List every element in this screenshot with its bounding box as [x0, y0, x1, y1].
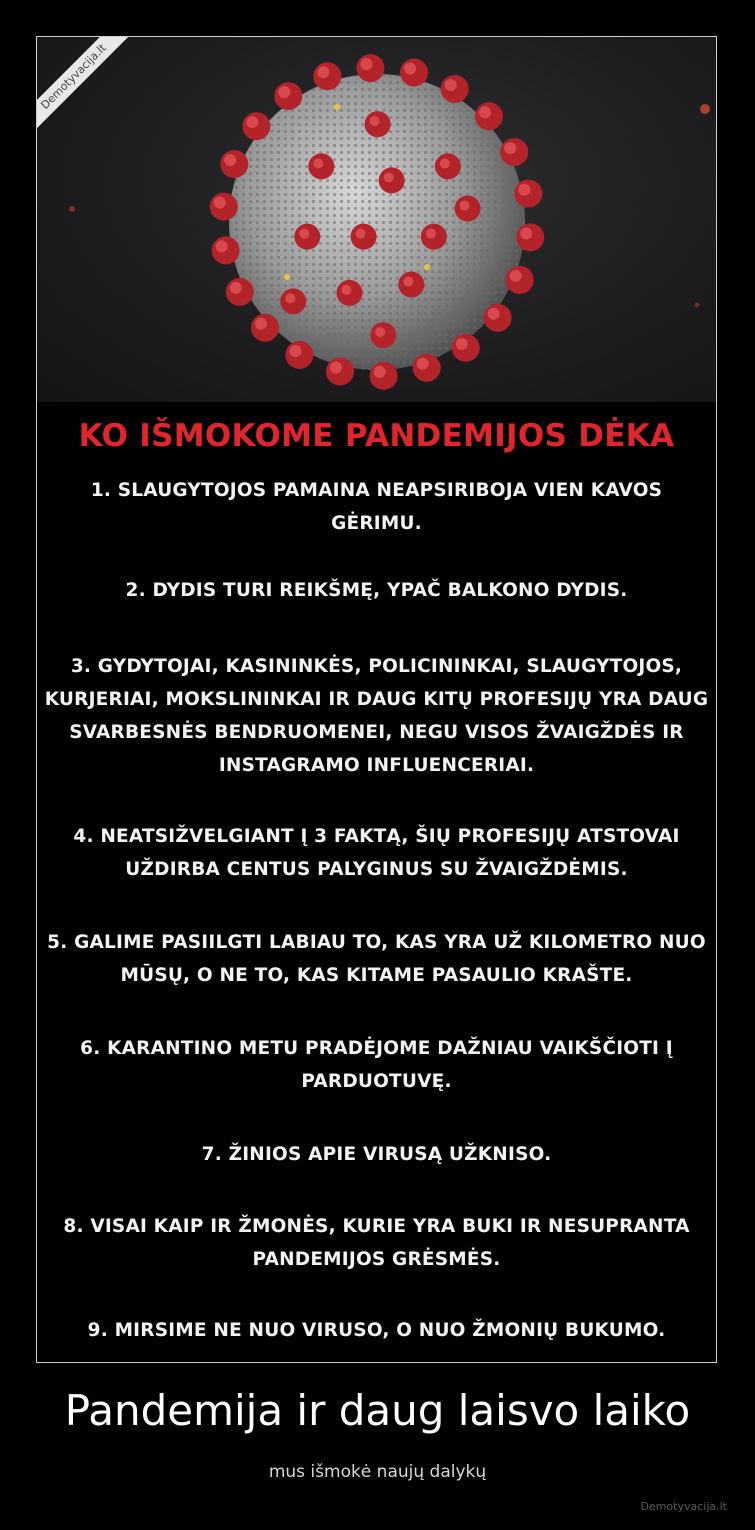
- poster-frame: [36, 36, 717, 1363]
- poster-headline: KO IŠMOKOME PANDEMIJOS DĖKA: [78, 418, 675, 454]
- fact-item-7: 7. ŽINIOS APIE VIRUSĄ UŽKNISO.: [201, 1144, 552, 1165]
- fact-item-9: 9. MIRSIME NE NUO VIRUSO, O NUO ŽMONIŲ BUKUMO.: [87, 1320, 666, 1341]
- fact-item-6: 6. KARANTINO METU PRADĖJOME DAŽNIAU VAIKŠČIOTI Į PARDUOTUVĘ.: [80, 1038, 673, 1092]
- fact-item-5: 5. GALIME PASIILGTI LABIAU TO, KAS YRA UŽ KILOMETRO NUO MŪSŲ, O NE TO, KAS KITAME PASAULIO KRAŠTE.: [47, 932, 706, 986]
- fact-item-1: 1. SLAUGYTOJOS PAMAINA NEAPSIRIBOJA VIEN KAVOS GĖRIMU.: [90, 480, 663, 534]
- footer-brand[interactable]: Demotyvacija.lt: [640, 1500, 727, 1513]
- facts-panel: [37, 402, 716, 1362]
- fact-item-2: 2. DYDIS TURI REIKŠMĘ, YPAČ BALKONO DYDIS.: [125, 580, 628, 601]
- fact-item-3: 3. GYDYTOJAI, KASININKĖS, POLICININKAI, SLAUGYTOJOS, KURJERIAI, MOKSLININKAI IR DAUG KITŲ PROFESIJŲ YRA DAUG SVARBESNĖS BENDRUOMENEI, NEGU VISOS ŽVAIGŽDĖS IR INSTAGRAMO INFLUENCERIAI.: [44, 656, 709, 776]
- watermark-ribbon: Demotyvacija.lt: [37, 37, 134, 137]
- caption-subtitle: mus išmokė naujų dalykų: [268, 1462, 487, 1482]
- fact-item-8: 8. VISAI KAIP IR ŽMONĖS, KURIE YRA BUKI IR NESUPRANTA PANDEMIJOS GRĖSMĖS.: [63, 1216, 690, 1270]
- caption-title: Pandemija ir daug laisvo laiko: [64, 1386, 691, 1435]
- fact-item-4: 4. NEATSIŽVELGIANT Į 3 FAKTĄ, ŠIŲ PROFESIJŲ ATSTOVAI UŽDIRBA CENTUS PALYGINUS SU ŽVAIGŽDĖMIS.: [73, 826, 680, 880]
- virus-image: [37, 37, 716, 402]
- coronavirus-illustration: [37, 37, 716, 402]
